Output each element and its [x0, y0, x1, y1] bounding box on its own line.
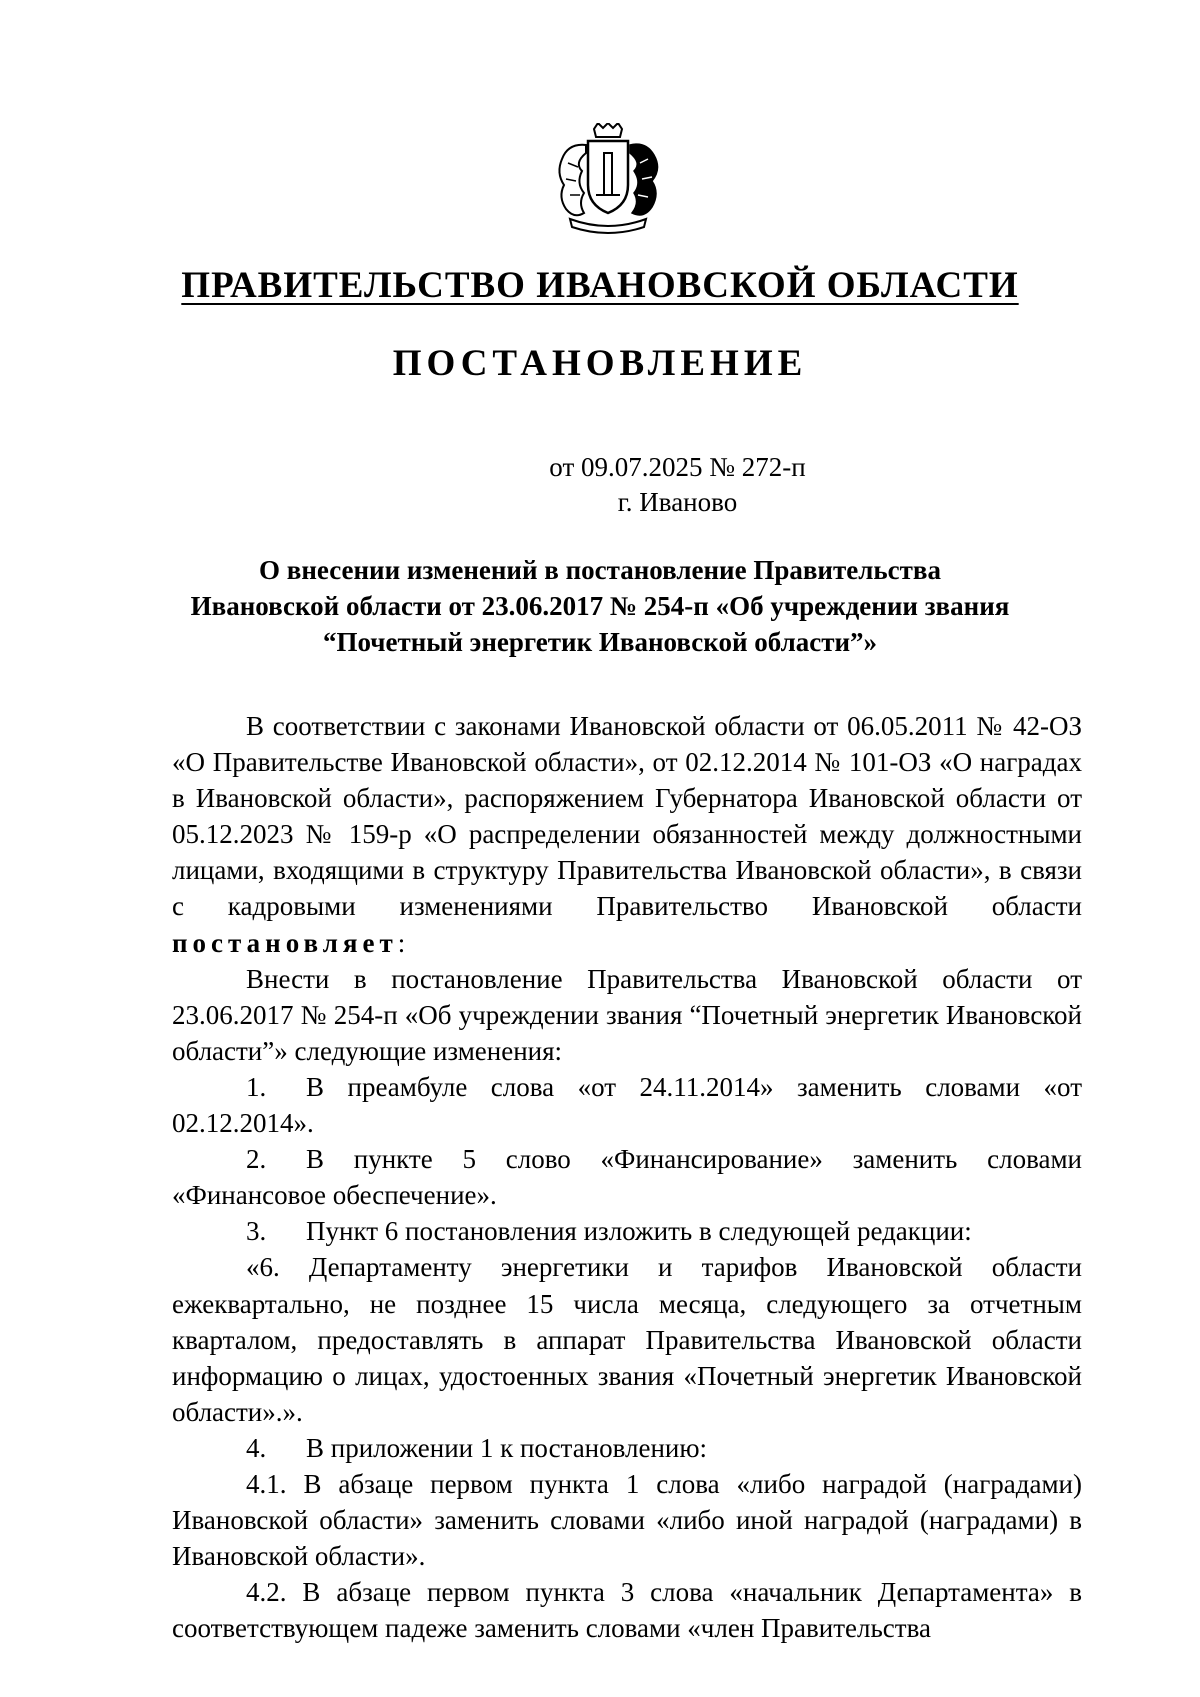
item-text: В приложении 1 к постановлению: — [306, 1432, 708, 1463]
item-number: 2. — [246, 1144, 267, 1175]
document-city: г. Иваново — [617, 487, 738, 517]
coat-of-arms-icon — [548, 123, 668, 236]
item-4-1-paragraph: 4.1. В абзаце первом пункта 1 слова «либо наградой (наградами) Ивановской области» заменить словами «либо иной наградой (наградами) в Ивановской области». — [172, 1468, 1082, 1572]
preamble-paragraph — [172, 708, 1082, 961]
item-number: 4. — [246, 1432, 267, 1463]
subject-line: Ивановской области от 23.06.2017 № 254-п «Об учреждении звания — [190, 591, 1010, 621]
document-body — [172, 708, 1082, 1646]
preamble-text: В соответствии с законами Ивановской области от 06.05.2011 № 42-ОЗ «О Правительстве Ивановской области», от 02.12.2014 № 101-ОЗ «О наградах в Ивановской области», распоряжением Губернатора Ивановской области от 05.12.2023 № 159-р «О распределении обязанностей между должностными лицами, входящими в структуру Правительства Ивановской области», в связи с кадровыми изменениями Правительство Ивановской области — [172, 711, 1082, 922]
item-3-paragraph — [172, 1213, 1082, 1249]
item-1-paragraph — [172, 1069, 1082, 1141]
item-3-new-text: «6. Департаменту энергетики и тарифов Ивановской области ежеквартально, не позднее 15 числа месяца, следующего за отчетным кварталом, предоставлять в аппарат Правительства Ивановской области информацию о лицах, удостоенных звания «Почетный энергетик Ивановской области».». — [172, 1252, 1082, 1427]
item-text: В преамбуле слова «от 24.11.2014» заменить словами «от 02.12.2014». — [172, 1071, 1082, 1139]
document-date-number: от 09.07.2025 № 272-п — [549, 452, 806, 482]
item-4-paragraph — [172, 1430, 1082, 1466]
document-subject — [150, 552, 1050, 660]
organization-title-text: ПРАВИТЕЛЬСТВО ИВАНОВСКОЙ ОБЛАСТИ — [181, 265, 1019, 306]
document-type: ПОСТАНОВЛЕНИЕ — [392, 343, 808, 384]
resolves-colon: : — [397, 927, 406, 958]
intro-paragraph: Внести в постановление Правительства Ивановской области от 23.06.2017 № 254-п «Об учреждении звания “Почетный энергетик Ивановской области”» следующие изменения: — [172, 963, 1082, 1066]
item-2-paragraph — [172, 1141, 1082, 1213]
resolves-word: постановляет — [172, 927, 398, 958]
item-number: 3. — [246, 1216, 267, 1247]
item-text: В пункте 5 слово «Финансирование» заменить словами «Финансовое обеспечение». — [172, 1144, 1082, 1211]
subject-line: О внесении изменений в постановление Правительства — [259, 555, 941, 585]
item-text: Пункт 6 постановления изложить в следующей редакции: — [306, 1216, 972, 1247]
subject-line: “Почетный энергетик Ивановской области”» — [322, 627, 878, 657]
item-number: 1. — [246, 1071, 267, 1102]
organization-title — [0, 264, 1200, 307]
item-4-2-paragraph: 4.2. В абзаце первом пункта 3 слова «начальник Департамента» в соответствующем падеже заменить словами «член Правительства — [172, 1577, 1082, 1644]
